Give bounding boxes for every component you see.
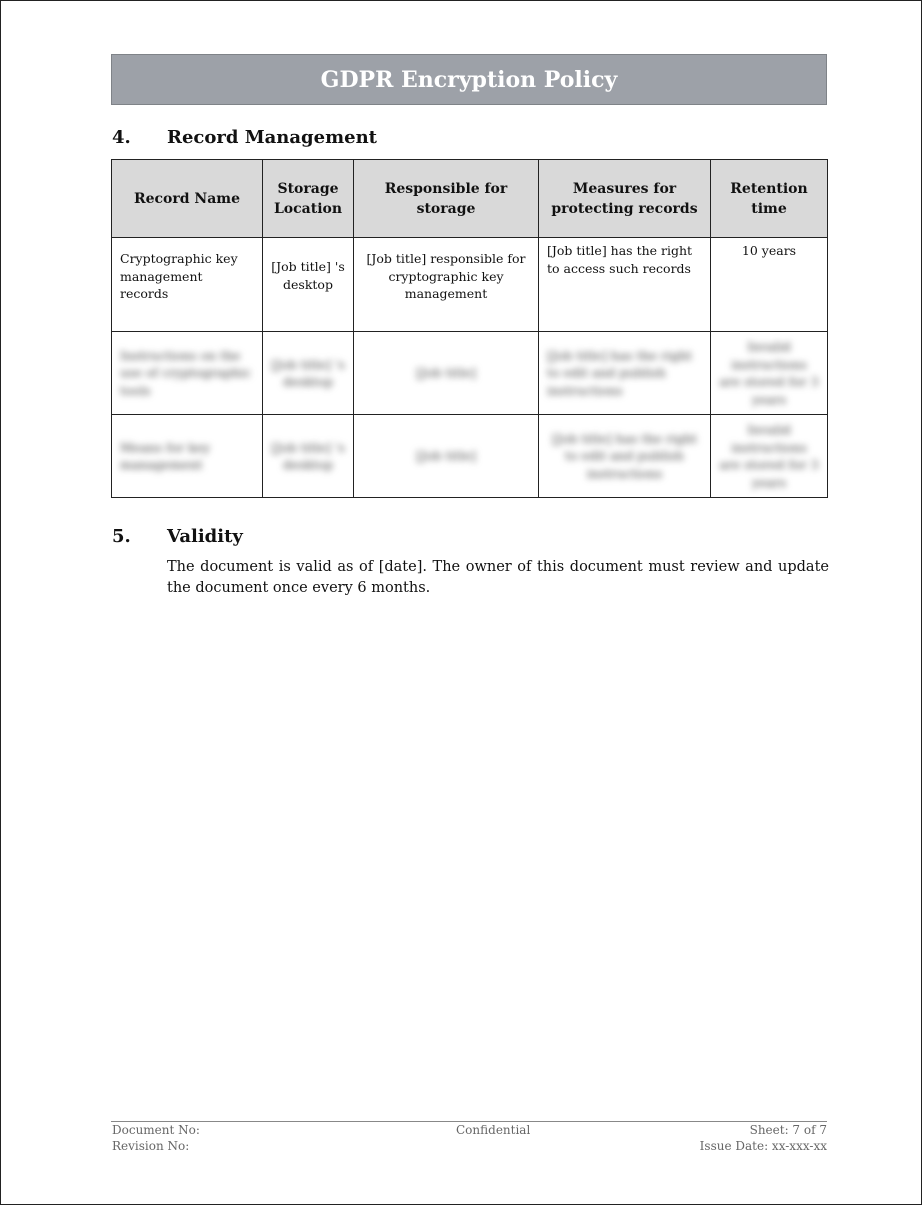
header-responsible: Responsible for storage [354,160,539,238]
table-row [112,415,828,498]
table-row [112,238,828,332]
footer-issue-date: Issue Date: xx-xxx-xx [699,1139,827,1153]
cell-record-name: Cryptographic key management records [112,238,263,332]
cell-retention: Invalid instructions are stored for 3 years [719,339,819,407]
section-4-number: 4. [112,127,131,148]
cell-retention: 10 years [711,238,828,332]
cell-storage-location: [Job title] 's desktop [271,356,345,389]
table-header-row [112,160,828,238]
section-5-number: 5. [112,526,131,547]
cell-measures: [Job title] has the right to edit and publish instructions [547,347,693,398]
footer-revision-no: Revision No: [112,1139,190,1153]
cell-responsible: [Job title] responsible for cryptographic key management [354,238,539,332]
header-record-name: Record Name [112,160,263,238]
document-title-banner [111,54,827,105]
header-measures: Measures for protecting records [539,160,711,238]
validity-paragraph: The document is valid as of [date]. The owner of this document must review and update the document once every 6 months. [167,559,829,596]
cell-record-name: Instructions on the use of cryptographic tools [120,347,252,398]
section-5-title: Validity [167,526,243,547]
record-management-table [111,159,828,498]
cell-responsible: [Job title] [416,365,476,381]
cell-responsible: [Job title] [416,448,476,464]
cell-retention: Invalid instructions are stored for 3 years [719,422,819,490]
cell-storage-location: [Job title] 's desktop [263,238,354,332]
footer-divider [111,1121,827,1122]
footer-sheet: Sheet: 7 of 7 [749,1123,827,1137]
document-title: GDPR Encryption Policy [320,66,618,93]
footer-confidential: Confidential [456,1123,531,1137]
cell-measures: [Job title] has the right to edit and publish instructions [551,430,698,481]
cell-storage-location: [Job title] 's desktop [271,439,345,472]
section-4-title: Record Management [167,127,377,148]
header-retention: Retention time [711,160,828,238]
cell-record-name: Means for key management [120,439,211,472]
footer-document-no: Document No: [112,1123,200,1137]
cell-measures: [Job title] has the right to access such records [539,238,711,332]
table-row [112,332,828,415]
header-storage-location: Storage Location [263,160,354,238]
